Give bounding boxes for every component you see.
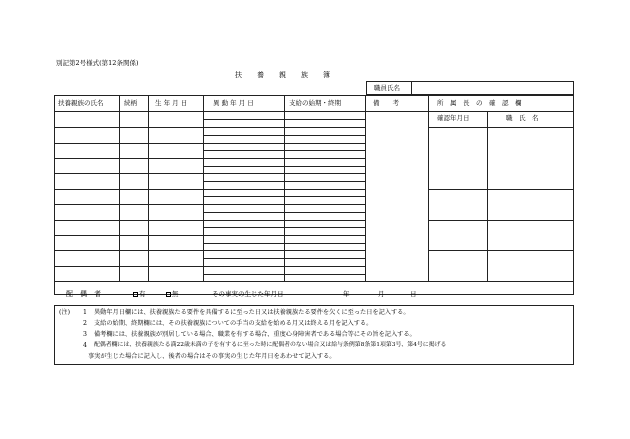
spouse-label: 配 偶 者 (66, 290, 101, 298)
header-name: 扶養親族の氏名 (58, 99, 104, 107)
note-4-continuation: 事実が生じた場合に記入し、後者の場合はその事実の生じた年月日をあわせて記入する。 (88, 353, 336, 360)
header-remarks: 備 考 (373, 99, 399, 107)
staff-name-label: 職員氏名 (374, 84, 400, 92)
note-3-text: 備考欄には、扶養親族が別居している場合、職業を有する場合、重度心身障害者である場合等にその旨を記入する。 (94, 331, 416, 338)
note-4-num: 4 (83, 342, 87, 349)
page-title: 扶 養 親 族 簿 (235, 71, 334, 79)
note-2-num: 2 (83, 320, 87, 327)
note-4-text: 配偶者欄には、扶養親族たる満22歳未満の子を有するに至った時に配偶者のない場合又は給与条例第8条第1項第3号、第4号に掲げる (94, 342, 447, 348)
header-relation: 続柄 (124, 99, 137, 107)
header-confirm-date: 確認年月日 (437, 114, 470, 122)
spouse-year: 年 (343, 290, 350, 298)
note-1-num: 1 (83, 309, 87, 316)
header-change-date: 異 動 年 月 日 (213, 99, 254, 107)
spouse-month: 月 (378, 290, 385, 298)
spouse-no-option[interactable]: 無 (166, 291, 179, 298)
spouse-event-date-label: その事実の生じた年月日 (212, 290, 284, 298)
form-label: 別記第2号様式(第12条関係) (56, 59, 139, 67)
note-2-text: 支給の始期、終期欄には、その扶養親族についての手当の支給を始める月又は終える月を記入する。 (94, 320, 373, 327)
note-1-text: 異動年月日欄には、扶養親族たる要件を具備するに至った日又は扶養親族たる要件を欠くに至った日を記入する。 (94, 309, 410, 316)
note-3-num: 3 (83, 331, 87, 338)
header-staff-title: 職 氏 名 (506, 114, 539, 122)
spouse-yes-option[interactable]: 有 (133, 291, 146, 298)
header-birthdate: 生 年 月 日 (155, 99, 188, 107)
notes-prefix: (注) (59, 309, 71, 316)
checkbox-yes[interactable] (133, 292, 138, 297)
spouse-day: 日 (410, 290, 417, 298)
dependents-table (54, 95, 574, 295)
header-confirm: 所 属 長 の 確 認 欄 (437, 99, 522, 107)
header-payment: 支給の始期・終期 (289, 99, 341, 107)
checkbox-no[interactable] (166, 292, 171, 297)
